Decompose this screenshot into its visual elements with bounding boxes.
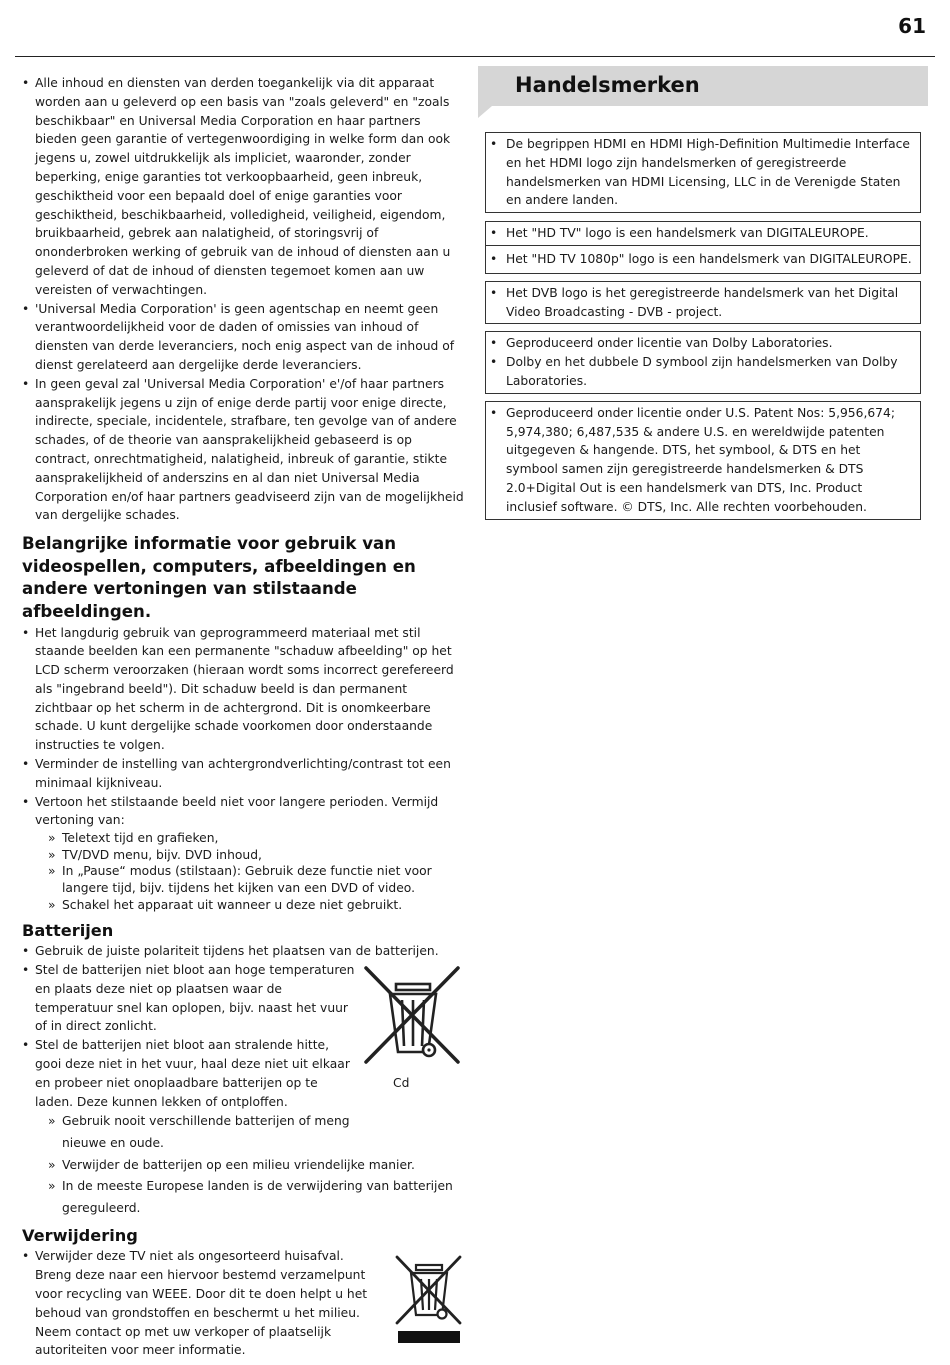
weee-crossed-bin-icon <box>394 1255 464 1345</box>
page-number: 61 <box>898 14 926 38</box>
list-item: • Stel de batterijen niet bloot aan stralende hitte, gooi deze niet in het vuur, haal deze niet uit elkaar en probeer niet onoplaadbare batterijen op te laden. Deze kunnen lekken of ontploffen. <box>22 1036 357 1111</box>
disposal-heading: Verwijdering <box>22 1226 138 1246</box>
trademark-box-hdtv-1080p <box>485 246 921 274</box>
cadmium-label: Cd <box>393 1076 410 1091</box>
trademark-box-hdmi <box>485 132 921 213</box>
trademarks-heading: Handelsmerken <box>515 73 700 97</box>
sub-list-item: » Gebruik nooit verschillende batterijen of meng nieuwe en oude. <box>48 1111 352 1154</box>
list-item: • De begrippen HDMI en HDMI High-Definition Multimedie Interface en het HDMI logo zijn handelsmerken of geregistreerde handelsmerken van HDMI Licensing, LLC in de Verenigde Staten en andere landen. <box>490 135 913 210</box>
list-item: • In geen geval zal 'Universal Media Corporation' e'/of haar partners aansprakelijk jegens u zijn of enige derde partij voor enige directe, indirecte, speciale, incidentele, strafbare, ten gevolge van of andere schades, of de theorie van aansprakelijkheid gebaseerd is op contract, onrechtmatigheid, nalatigheid, inbreuk of garantie, stikte aansprakelijkheid of anderszins en al dan niet Universal Media Corporation en/of haar partners geadviseerd zijn van de mogelijkheid van dergelijke schades. <box>22 375 466 525</box>
batteries-section <box>22 942 466 1219</box>
list-item: • Geproduceerd onder licentie van Dolby Laboratories. <box>490 334 913 353</box>
list-item: • Het langdurig gebruik van geprogrammeerd materiaal met stil staande beelden kan een permanente "schaduw afbeelding" op het LCD scherm veroorzaken (hieraan wordt soms incorrect gerefereerd als "ingebrand beeld"). Dit schaduw beeld is dan permanent zichtbaar op het scherm in de achtergrond. Dit is onomkeerbare schade. U kunt dergelijke schade voorkomen door onderstaande instructies te volgen. <box>22 624 466 756</box>
important-info-heading: Belangrijke informatie voor gebruik van videospellen, computers, afbeeldingen en andere vertoningen van stilstaande afbeeldingen. <box>22 534 416 621</box>
right-column <box>478 66 928 520</box>
sub-list-item: » Schakel het apparaat uit wanneer u deze niet gebruikt. <box>48 897 466 914</box>
trademarks-banner <box>478 66 928 106</box>
trademark-box-hdtv <box>485 221 921 246</box>
header-rule <box>15 56 935 57</box>
list-item: • Verwijder deze TV niet als ongesorteerd huisafval. Breng deze naar een hiervoor bestemd verzamelpunt voor recycling van WEEE. Door dit te doen helpt u het behoud van grondstoffen en beschermt u het milieu. Neem contact op met uw verkoper of plaatselijk autoriteiten voor meer informatie. <box>22 1247 370 1360</box>
list-item: • Stel de batterijen niet bloot aan hoge temperaturen en plaats deze niet op plaatsen waar de temperatuur snel kan oplopen, bijv. naast het vuur of in direct zonlicht. <box>22 961 357 1036</box>
disposal-section <box>22 1247 466 1360</box>
important-list <box>22 624 466 831</box>
sub-list-item: » In de meeste Europese landen is de verwijdering van batterijen gereguleerd. <box>48 1176 466 1219</box>
trademark-box-dts <box>485 401 921 520</box>
batteries-sublist <box>22 1111 466 1219</box>
crossed-out-wheelie-bin-icon <box>362 966 462 1074</box>
trademark-box-dolby <box>485 331 921 393</box>
list-item: • Alle inhoud en diensten van derden toegankelijk via dit apparaat worden aan u geleverd op een basis van "zoals geleverd" en "zoals beschikbaar" en Universal Media Corporation en haar partners bieden geen garantie of vertegenwoordiging in welke form dan ook jegens u, zowel uitdrukkelijk als impliciet, waaronder, zonder beperking, enige garanties tot verkoopbaarheid, geen inbreuk, geschiktheid voor een bepaald doel of enige garanties voor geschiktheid, beschikbaarheid, volledigheid, veiligheid, eigendom, bruikbaarheid, gebrek aan nalatigheid, of storingsvrij of ononderbroken werking of gebruik van de inhoud of diensten aan u geleverd of dat de inhoud of diensten tegemoet komen aan uw vereisten of verwachtingen. <box>22 74 466 300</box>
list-item: • Geproduceerd onder licentie onder U.S. Patent Nos: 5,956,674; 5,974,380; 6,487,535 & andere U.S. en wereldwijde patenten uitgegeven & hangende. DTS, het symbool, & DTS en het symbool samen zijn geregistreerde handelsmerken & DTS 2.0+Digital Out is een handelsmerk van DTS, Inc. Product inclusief software. © DTS, Inc. Alle rechten voorbehouden. <box>490 404 913 517</box>
list-item: • Dolby en het dubbele D symbool zijn handelsmerken van Dolby Laboratories. <box>490 353 913 391</box>
list-item: • Het "HD TV 1080p" logo is een handelsmerk van DIGITALEUROPE. <box>490 250 913 269</box>
left-column <box>22 74 466 1360</box>
list-item: • 'Universal Media Corporation' is geen agentschap en neemt geen verantwoordelijkheid voor de daden of omissies van inhoud of diensten van derde leveranciers, noch enig aspect van de inhoud of dienst gerelateerd aan dergelijke derde leveranciers. <box>22 300 466 375</box>
list-item: • Het DVB logo is het geregistreerde handelsmerk van het Digital Video Broadcasting - DVB - project. <box>490 284 913 322</box>
intro-list <box>22 74 466 525</box>
sub-list-item: » TV/DVD menu, bijv. DVD inhoud, <box>48 847 466 864</box>
list-item: • Verminder de instelling van achtergrondverlichting/contrast tot een minimaal kijkniveau. <box>22 755 466 793</box>
batteries-heading: Batterijen <box>22 921 114 941</box>
sub-list-item: » Verwijder de batterijen op een milieu vriendelijke manier. <box>48 1155 466 1177</box>
sub-list-item: » Teletext tijd en grafieken, <box>48 830 466 847</box>
trademark-box-dvb <box>485 281 921 325</box>
list-item: • Het "HD TV" logo is een handelsmerk van DIGITALEUROPE. <box>490 224 913 243</box>
important-sublist <box>22 830 466 913</box>
list-item: • Gebruik de juiste polariteit tijdens het plaatsen van de batterijen. <box>22 942 466 961</box>
list-item: • Vertoon het stilstaande beeld niet voor langere perioden. Vermijd vertoning van: <box>22 793 466 831</box>
sub-list-item: » In „Pause“ modus (stilstaan): Gebruik deze functie niet voor langere tijd, bijv. tijdens het kijken van een DVD of video. <box>48 863 466 896</box>
